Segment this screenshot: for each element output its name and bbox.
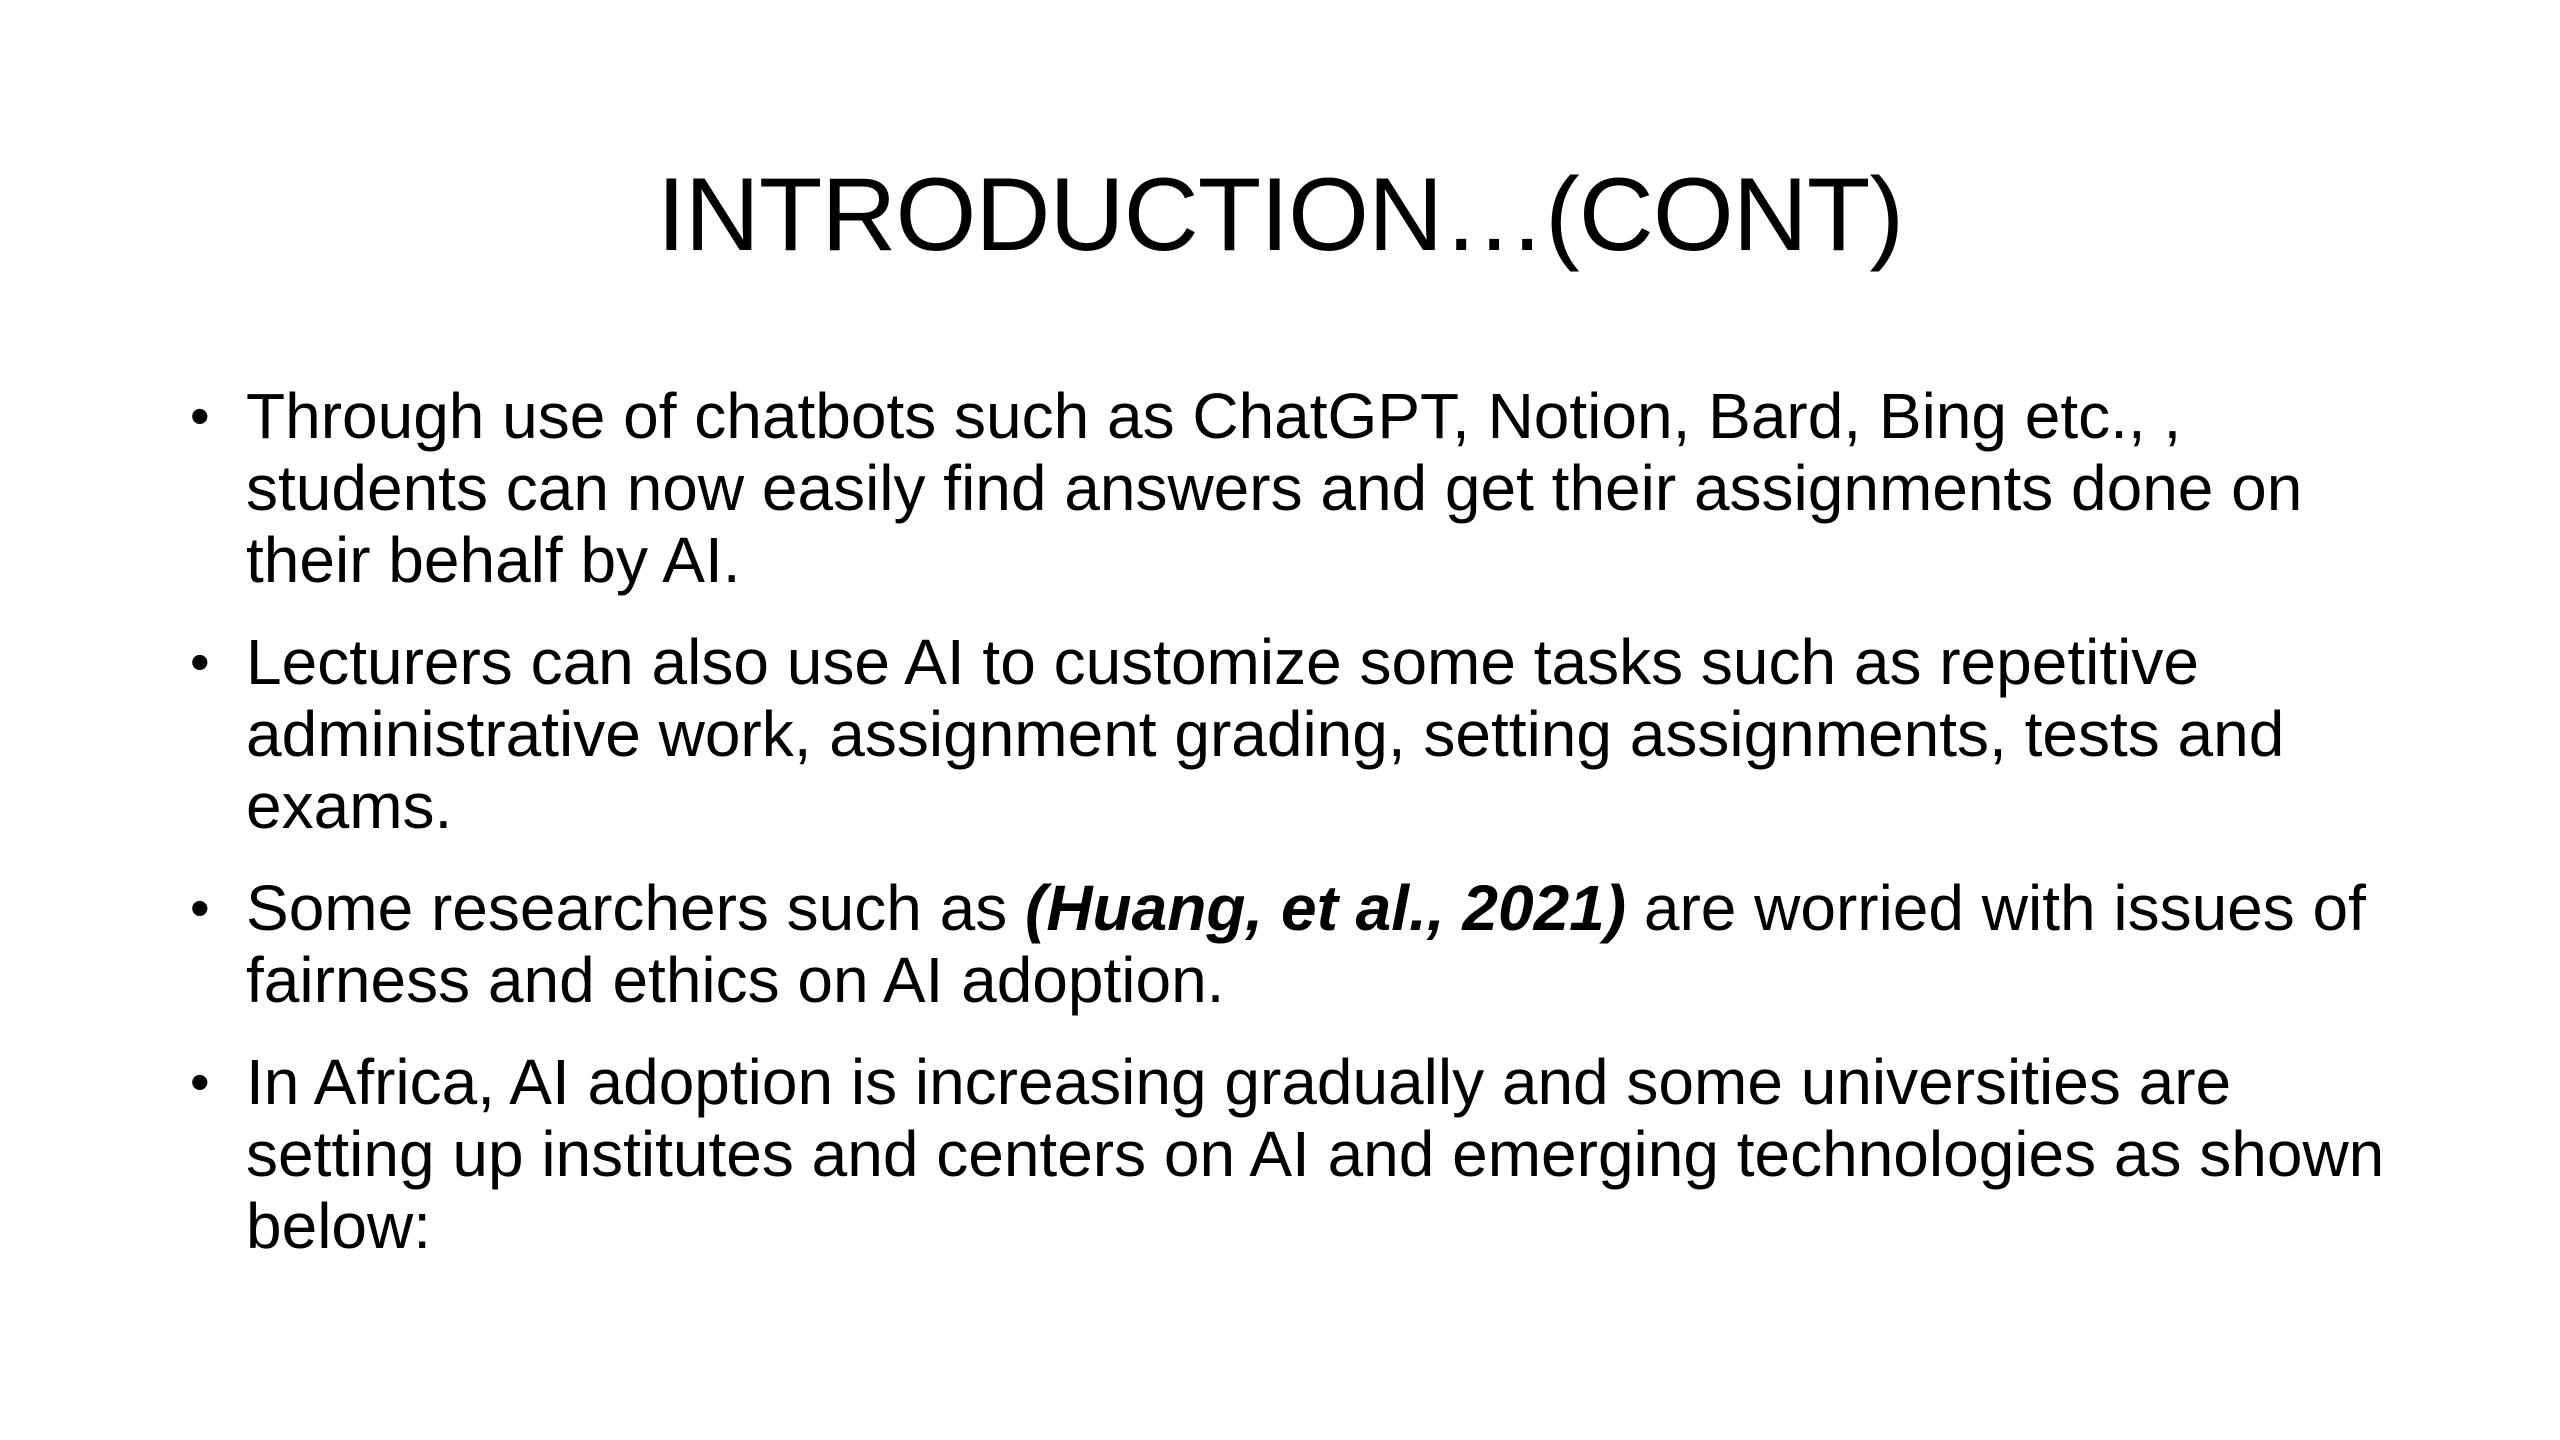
- bullet-icon: •: [190, 630, 210, 693]
- citation: (Huang, et al., 2021): [1025, 872, 1627, 944]
- bullet-item-4: [190, 1046, 2410, 1262]
- bullet-text-before: Some researchers such as: [246, 872, 1025, 944]
- bullet-item-1: [190, 380, 2410, 596]
- bullet-icon: •: [190, 876, 210, 939]
- bullet-item-2: [190, 626, 2410, 842]
- bullet-icon: •: [190, 1050, 210, 1113]
- bullet-text-after: are worried with issues of fairness and ethics on AI adoption.: [246, 872, 2366, 1016]
- slide-title: INTRODUCTION…(CONT): [656, 157, 1904, 273]
- bullet-text: In Africa, AI adoption is increasing gradually and some universities are setting up institutes and centers on AI and emerging technologies as shown below:: [246, 1046, 2385, 1262]
- bullet-icon: •: [190, 384, 210, 447]
- bullet-text: Through use of chatbots such as ChatGPT, Notion, Bard, Bing etc., , students can now easily find answers and get their assignments done on their behalf by AI.: [246, 380, 2303, 596]
- bullet-item-3: [190, 872, 2410, 1016]
- bullet-list: [190, 380, 2410, 1292]
- bullet-text: Lecturers can also use AI to customize some tasks such as repetitive administrative work, assignment grading, setting assignments, tests and exams.: [246, 626, 2285, 842]
